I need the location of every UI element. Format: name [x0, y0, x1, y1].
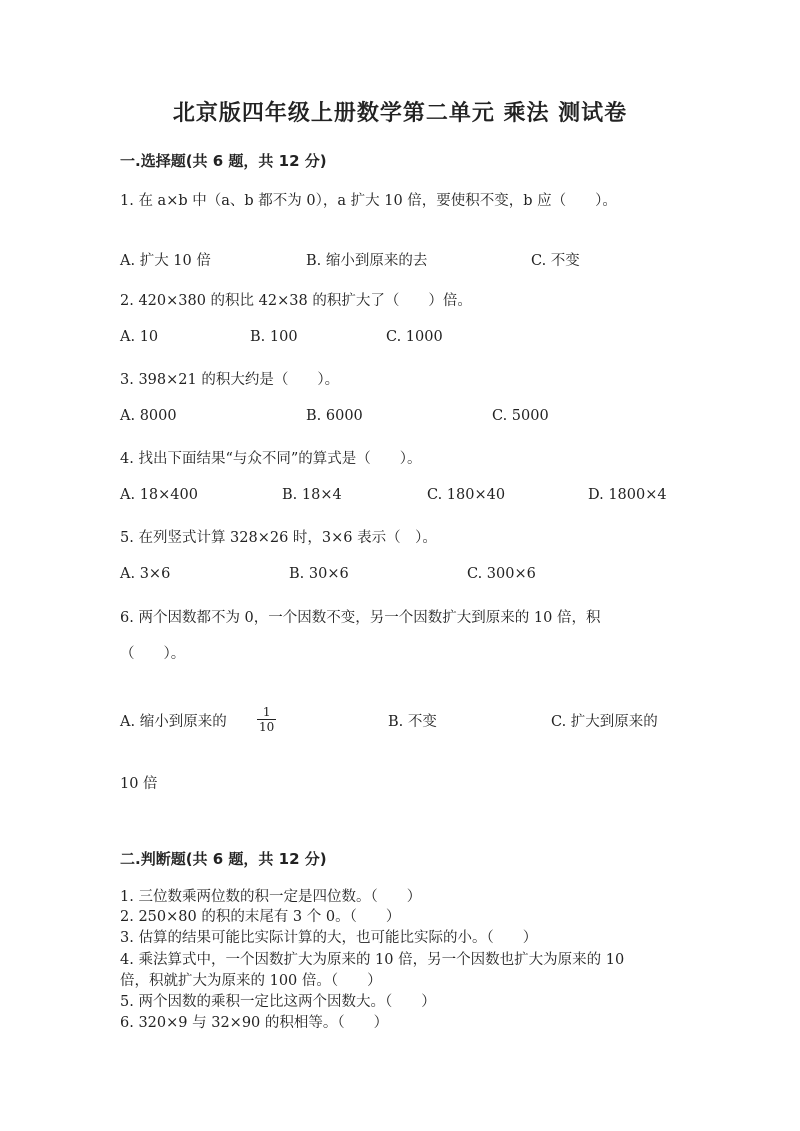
question-6-continued: （ ）。 [120, 646, 186, 662]
judgement-item-2: 2. 250×80 的积的末尾有 3 个 0。（ ） [120, 909, 401, 925]
q4-option-d: D. 1800×4 [588, 487, 667, 503]
q6-fraction [257, 705, 276, 734]
q2-option-c: C. 1000 [386, 329, 443, 345]
q3-option-a: A. 8000 [120, 408, 177, 424]
q4-option-b: B. 18×4 [282, 487, 342, 503]
q6-option-b: B. 不变 [388, 714, 437, 730]
judgement-item-6: 6. 320×9 与 32×90 的积相等。（ ） [120, 1015, 389, 1031]
judgement-item-4-continued: 倍，积就扩大为原来的 100 倍。（ ） [120, 973, 382, 989]
question-1: 1. 在 a×b 中（a、b 都不为 0），a 扩大 10 倍，要使积不变，b 应（ ）。 [120, 193, 617, 209]
q2-option-a: A. 10 [120, 329, 159, 345]
q4-option-a: A. 18×400 [120, 487, 198, 503]
question-6: 6. 两个因数都不为 0，一个因数不变，另一个因数扩大到原来的 10 倍，积 [120, 610, 601, 626]
q4-option-c: C. 180×40 [427, 487, 506, 503]
q5-option-a: A. 3×6 [120, 566, 171, 582]
section-heading-choice: 一.选择题(共 6 题，共 12 分) [120, 152, 327, 170]
q6-option-c: C. 扩大到原来的 [551, 714, 658, 730]
q1-option-b: B. 缩小到原来的去 [306, 253, 428, 269]
q5-option-c: C. 300×6 [467, 566, 536, 582]
q1-option-c: C. 不变 [531, 253, 580, 269]
judgement-item-4: 4. 乘法算式中，一个因数扩大为原来的 10 倍，另一个因数也扩大为原来的 10 [120, 952, 625, 968]
fraction-denominator: 10 [259, 720, 275, 734]
q1-option-a: A. 扩大 10 倍 [120, 253, 211, 269]
q6-option-a: A. 缩小到原来的 [120, 714, 227, 730]
judgement-item-1: 1. 三位数乘两位数的积一定是四位数。（ ） [120, 889, 422, 905]
q5-option-b: B. 30×6 [289, 566, 349, 582]
question-3: 3. 398×21 的积大约是（ ）。 [120, 372, 340, 388]
question-5: 5. 在列竖式计算 328×26 时，3×6 表示（ ）。 [120, 530, 437, 546]
q6-option-c-continued: 10 倍 [120, 776, 158, 792]
q3-option-c: C. 5000 [492, 408, 549, 424]
question-2: 2. 420×380 的积比 42×38 的积扩大了（ ）倍。 [120, 293, 472, 309]
q3-option-b: B. 6000 [306, 408, 363, 424]
judgement-item-3: 3. 估算的结果可能比实际计算的大，也可能比实际的小。（ ） [120, 930, 538, 946]
question-4: 4. 找出下面结果“与众不同”的算式是（ ）。 [120, 451, 422, 467]
page-title: 北京版四年级上册数学第二单元 乘法 测试卷 [172, 101, 628, 126]
q2-option-b: B. 100 [250, 329, 298, 345]
fraction-numerator: 1 [262, 705, 271, 719]
section-heading-judgement: 二.判断题(共 6 题，共 12 分) [120, 850, 327, 868]
judgement-item-5: 5. 两个因数的乘积一定比这两个因数大。（ ） [120, 994, 436, 1010]
